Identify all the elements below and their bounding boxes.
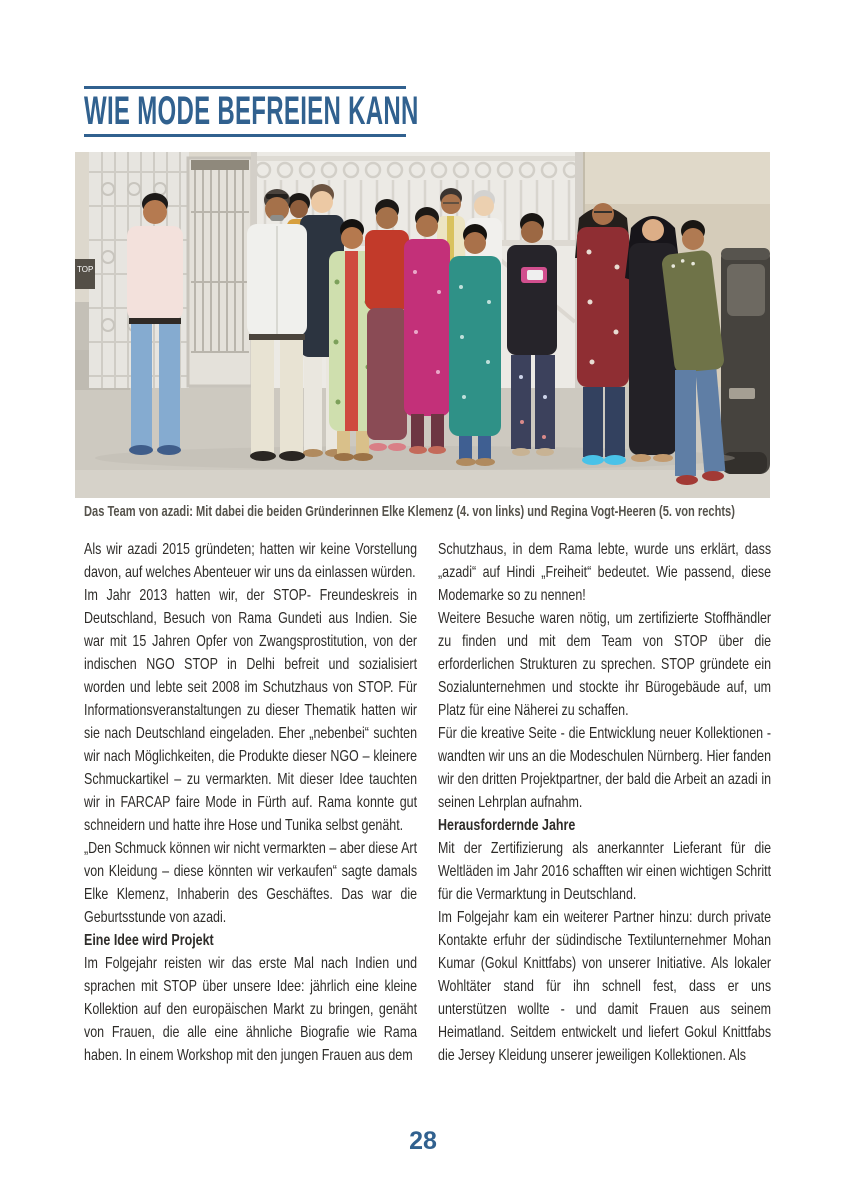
team-photo: [75, 152, 770, 498]
stop-sign: [75, 259, 95, 289]
team-photo-illustration: [75, 152, 770, 498]
paragraph: Weitere Besuche waren nötig, um zertifizierte Stoffhändler zu finden und mit dem Team von STOP über die erforderlichen Strukturen zu sprechen. STOP gründete ein Sozialunternehmen und stockte ihr Bürogebäude auf, um Platz für eine Näherei zu schaffen.: [438, 610, 772, 719]
title-rule-bottom: [84, 134, 406, 137]
page-number: 28: [409, 1127, 437, 1155]
photo-caption: Das Team von azadi: Mit dabei die beiden Gründerinnen Elke Klemenz (4. von links) und Regina Vogt-Heeren (5. von rechts): [84, 503, 735, 520]
paragraph: Mit der Zertifizierung als anerkannter Lieferant für die Weltläden im Jahr 2016 schafften wir einen wichtigen Schritt für die Vermarktung in Deutschland.: [438, 840, 772, 903]
barred-gate-door: [188, 158, 252, 386]
person-woman-maroon-floral-kurta: [575, 203, 631, 465]
person-woman-teal-kurta: [449, 224, 501, 466]
paragraph: Für die kreative Seite - die Entwicklung neuer Kollektionen - wandten wir uns an die Modeschulen Nürnberg. Hier fanden wir den dritten Projektpartner, der bald die Arbeit an azadi in seinen Lehrplan aufnahm.: [438, 725, 772, 811]
parked-vehicle: [721, 248, 770, 474]
column-left: [84, 538, 417, 1067]
paragraph: Schutzhaus, in dem Rama lebte, wurde uns erklärt, dass „azadi“ auf Hindi „Freiheit“ bedeutet. Wie passend, diese Modemarke so zu nennen!: [438, 541, 772, 604]
svg-text:TOP: TOP: [77, 265, 94, 274]
paragraph: Als wir azadi 2015 gründeten; hatten wir keine Vorstellung davon, auf welches Abenteuer wir uns da einlassen würden.: [84, 541, 418, 581]
paragraph: Im Jahr 2013 hatten wir, der STOP- Freundeskreis in Deutschland, Besuch von Rama Gundeti aus Indien. Sie war mit 15 Jahren Opfer von Zwangsprostitution, von der indischen NGO STOP in Delhi befreit und sozialisiert worden und lebte seit 2008 im Schutzhaus von STOP. Für Informationsveranstaltungen zu dieser Thematik hatten wir sie nach Deutschland eingeladen. Eher „nebenbei“ suchten wir nach Möglichkeiten, die Produkte dieser NGO – kleinere Schmuckartikel – zu vermarkten. Mit dieser Idee tauchten wir in FARCAP faire Mode in Fürth auf. Rama konnte gut schneidern und hatte ihre Hose und Tunika selbst genäht.: [84, 587, 418, 834]
subheading-herausfordernde-jahre: Herausfordernde Jahre: [438, 817, 576, 834]
title-block: [84, 86, 419, 137]
paragraph: „Den Schmuck können wir nicht vermarkten – aber diese Art von Kleidung – diese könnten wir verkaufen“ sagte damals Elke Klemenz, Inhaberin des Geschäftes. Das war die Geburtsstunde von azadi.: [84, 840, 418, 926]
person-woman-red-shawl: [365, 199, 409, 451]
page-title: WIE MODE BEFREIEN KANN: [84, 89, 419, 133]
subheading-eine-idee-wird-projekt: Eine Idee wird Projekt: [84, 932, 214, 949]
paragraph: Im Folgejahr kam ein weiterer Partner hinzu: durch private Kontakte erfuhr der südindische Textilunternehmer Mohan Kumar (Gokul Knittfabs) von unserer Initiative. Als lokaler Wohltäter stand für ihn schnell fest, dass er uns unterstützen wollte - und damit Frauen aus seinem Heimatland. Seitdem entwickelt und liefert Gokul Knittfabs die Jersey Kleidung unserer jeweiligen Kollektionen. Als: [438, 909, 772, 1064]
column-right: [438, 538, 771, 1067]
paragraph: Im Folgejahr reisten wir das erste Mal nach Indien und sprachen mit STOP über unsere Idee: jährlich eine kleine Kollektion auf den europäischen Markt zu bringen, genäht von Frauen, die alle eine ähnliche Biografie wie Rama haben. In einem Workshop mit den jungen Frauen aus dem: [84, 955, 418, 1064]
